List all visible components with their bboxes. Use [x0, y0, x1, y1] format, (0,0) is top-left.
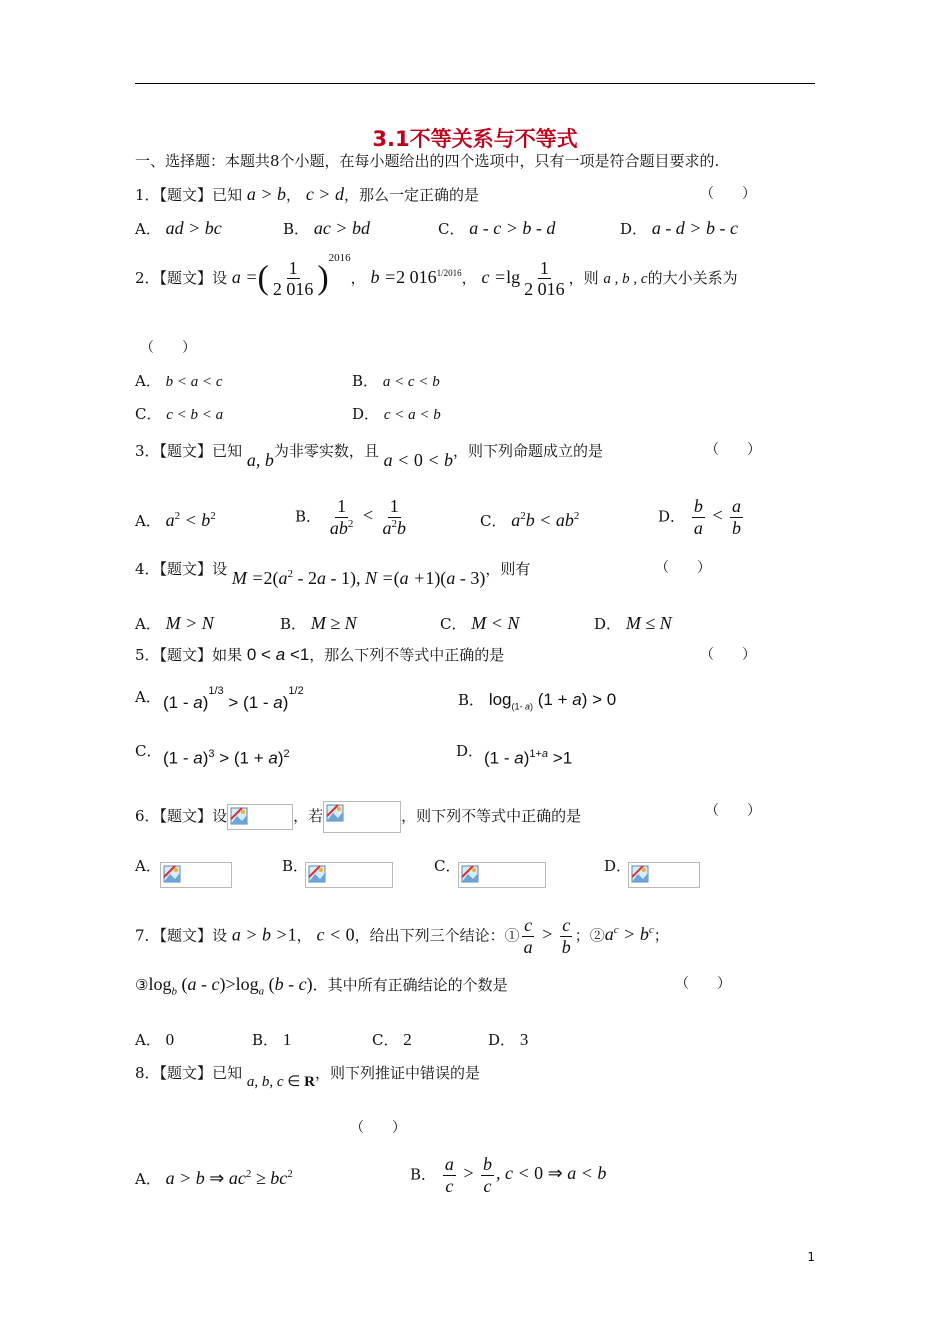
- q8-cond: a, b, c ∈ R: [246, 1074, 315, 1090]
- q4-b-expr: M ≥ N: [310, 613, 357, 633]
- q3-c-expr: $a^2b < ab^2$: [511, 510, 580, 530]
- q2-option-d: [352, 405, 441, 424]
- q7-conclusion-2: $a^c > b^c$: [604, 924, 654, 945]
- q3-paren: （ ）: [705, 442, 761, 458]
- q6-option-d: [604, 857, 631, 875]
- broken-image-icon: [326, 804, 344, 822]
- q7-mid: ，: [296, 926, 312, 945]
- q7-conclusion-1: $\frac{c}{a}$ > $\frac{c}{b}$: [523, 915, 571, 957]
- q4-option-a: [135, 613, 214, 635]
- q5-option-d: [456, 742, 483, 760]
- q8-option-a: [135, 1168, 293, 1190]
- q7-a-label: A．: [135, 1031, 161, 1049]
- q2-c-def: c =lg $\frac{1}{2 016}$: [481, 257, 565, 300]
- q4-post: ，则有: [485, 560, 531, 578]
- q6-a-label: A．: [135, 857, 161, 875]
- question-7: [135, 915, 669, 957]
- q7-cond-2: c < 0: [316, 924, 355, 945]
- q1-a-expr: ad > bc: [165, 218, 222, 238]
- broken-image-icon: [230, 807, 248, 825]
- q7-cond-1: a > b >1: [231, 924, 297, 945]
- q7-mid2: ，给出下列三个结论：①: [354, 926, 520, 945]
- question-4: [135, 558, 531, 588]
- q4-d-label: D．: [594, 615, 622, 633]
- q7-line-2: [135, 974, 508, 999]
- q2-option-c: [135, 405, 223, 424]
- q2-option-b: [352, 372, 440, 391]
- q6-pre: 设: [212, 807, 228, 825]
- q1-b-expr: ac > bd: [313, 218, 370, 238]
- q1-option-c: [438, 218, 555, 240]
- broken-image-icon: [308, 865, 326, 883]
- q2-post: 的大小关系为: [647, 269, 738, 287]
- q4-pre: 设: [212, 560, 228, 578]
- q1-cond-1: a > b: [246, 184, 287, 204]
- q2-d-expr: c < a < b: [383, 407, 441, 423]
- q1-d-label: D．: [620, 220, 648, 238]
- q8-tag: 【题文】: [159, 1064, 213, 1082]
- q2-c3: ，则: [568, 269, 599, 287]
- q4-option-b: [280, 613, 357, 635]
- q7-circ3: ③: [135, 976, 149, 994]
- q7-semi: ；②: [574, 926, 605, 945]
- q1-d-expr: a - d > b - c: [651, 218, 738, 238]
- q4-a-label: A．: [135, 615, 161, 633]
- q1-cond-2: c > d: [305, 184, 344, 204]
- q1-pre: 已知: [212, 186, 243, 204]
- q1-post: ，那么一定正确的是: [343, 186, 479, 204]
- broken-image-placeholder: [227, 804, 293, 830]
- q6-tag: 【题文】: [159, 807, 213, 825]
- broken-image-icon: [461, 865, 479, 883]
- broken-image-placeholder: [305, 862, 393, 888]
- q5-a-expr: (1 - a)$^{1/3}$ > (1 - a)$^{1/2}$: [163, 685, 304, 712]
- q3-a-label: A．: [135, 512, 161, 530]
- q8-b-label: B．: [410, 1165, 437, 1184]
- q7-option-d: [488, 1030, 528, 1050]
- q7-d-value: 3: [519, 1030, 529, 1049]
- broken-image-placeholder: [160, 862, 232, 888]
- q6-d-label: D．: [604, 857, 632, 875]
- header-rule: [135, 83, 815, 84]
- q2-vars: a , b , c: [603, 271, 648, 287]
- q2-d-label: D．: [352, 405, 380, 423]
- q2-b-expr: a < c < b: [382, 374, 440, 390]
- q5-a-label: A．: [135, 688, 161, 706]
- q5-option-c: [135, 742, 161, 760]
- q1-tag: 【题文】: [159, 186, 213, 204]
- q3-cond: a < 0 < b: [383, 450, 453, 470]
- q5-number: 5．: [135, 646, 160, 664]
- q6-d-image: [628, 862, 700, 888]
- question-2: [135, 252, 738, 300]
- q6-a-image: [160, 862, 232, 888]
- q3-d-expr: $\frac{b}{a}$ < $\frac{a}{b}$: [693, 496, 741, 538]
- q3-option-a: [135, 510, 216, 532]
- q1-b-label: B．: [283, 220, 310, 238]
- q4-c-label: C．: [440, 615, 467, 633]
- q5-paren: （ ）: [700, 647, 756, 663]
- q7-semi2: ；: [653, 926, 669, 945]
- broken-image-icon: [631, 865, 649, 883]
- q4-option-d: [594, 613, 672, 635]
- q5-option-a: [135, 688, 161, 706]
- q1-option-b: [283, 218, 370, 240]
- q6-b-image: [305, 862, 393, 888]
- q5-c-label: C．: [135, 742, 162, 760]
- q5-b-label: B．: [458, 691, 485, 709]
- q7-a-value: 0: [165, 1030, 175, 1049]
- q4-number: 4．: [135, 560, 160, 578]
- q7-paren: （ ）: [675, 976, 731, 992]
- question-6: [135, 801, 581, 833]
- q7-tag: 【题文】: [159, 926, 213, 945]
- q1-a-label: A．: [135, 220, 161, 238]
- q4-b-label: B．: [280, 615, 307, 633]
- q5-pre: 如果: [212, 646, 243, 664]
- q2-paren: （ ）: [140, 340, 196, 356]
- q8-option-b: [410, 1154, 606, 1196]
- q3-d-label: D．: [658, 507, 686, 526]
- question-3: [135, 440, 603, 470]
- broken-image-placeholder: [628, 862, 700, 888]
- q3-vars: a, b: [246, 450, 274, 470]
- q5-d-label: D．: [456, 742, 484, 760]
- q1-option-a: [135, 218, 222, 240]
- q8-a-label: A．: [135, 1170, 161, 1188]
- q5-d-expr: (1 - a)$^{1+a}$ >1: [484, 748, 573, 768]
- q6-mid: ，若: [293, 807, 324, 825]
- section-heading: 一、选择题：本题共8个小题，在每小题给出的四个选项中，只有一项是符合题目要求的.: [135, 152, 720, 170]
- q2-a-def: a =( $\frac{1}{2 016}$ )$^{2016}$: [231, 252, 351, 300]
- q6-c-label: C．: [434, 857, 461, 875]
- q2-a-expr: b < a < c: [165, 374, 223, 390]
- q7-option-c: [372, 1030, 412, 1050]
- q3-option-d: [658, 496, 745, 538]
- q7-b-value: 1: [282, 1030, 292, 1049]
- q2-c-label: C．: [135, 405, 162, 423]
- q7-number: 7．: [135, 926, 160, 945]
- broken-image-icon: [163, 865, 181, 883]
- q5-post: ，那么下列不等式中正确的是: [309, 646, 505, 664]
- q2-c1: ，: [350, 269, 366, 287]
- q5-cond: 0 < a <1: [246, 645, 310, 664]
- q4-paren: （ ）: [655, 560, 711, 576]
- question-8: [135, 1064, 480, 1090]
- q3-c-label: C．: [480, 512, 507, 530]
- q5-tag: 【题文】: [159, 646, 213, 664]
- q2-pre: 设: [212, 269, 228, 287]
- q2-number: 2．: [135, 269, 160, 287]
- q5-b-expr: $\log_{(1- a)} (1 + a) > 0$: [488, 690, 617, 712]
- q7-option-a: [135, 1030, 174, 1050]
- q6-option-a: [135, 857, 161, 875]
- q1-mid: ，: [286, 186, 302, 204]
- broken-image-placeholder: [323, 801, 401, 833]
- q1-paren: （ ）: [700, 186, 756, 202]
- q1-c-label: C．: [438, 220, 465, 238]
- q1-c-expr: a - c > b - d: [469, 218, 556, 238]
- q3-option-c: [480, 510, 579, 532]
- broken-image-placeholder: [458, 862, 546, 888]
- q7-c-label: C．: [372, 1031, 399, 1049]
- q4-a-expr: M > N: [165, 613, 214, 633]
- q7-option-b: [252, 1030, 291, 1050]
- q3-pre: 已知: [212, 442, 243, 460]
- q6-post: ，则下列不等式中正确的是: [401, 807, 582, 825]
- q2-a-label: A．: [135, 372, 161, 390]
- q2-c-expr: c < b < a: [166, 407, 224, 423]
- q7-post: ．其中所有正确结论的个数是: [312, 976, 508, 994]
- page-number: 1: [807, 1250, 815, 1264]
- q1-number: 1．: [135, 186, 160, 204]
- q8-a-expr: a > b ⇒ $ac^2 \ge bc^2$: [165, 1168, 293, 1188]
- q6-c-image: [458, 862, 546, 888]
- q6-b-label: B．: [282, 857, 309, 875]
- q4-def: $M =2(a^2 - 2a - 1)$, N =(a +1)(a - 3): [231, 568, 486, 588]
- q1-option-d: [620, 218, 738, 240]
- q2-c2: ，: [461, 269, 477, 287]
- q2-b-def: b =2 $016^{1/2016}$: [370, 267, 462, 287]
- q3-post: ，则下列命题成立的是: [452, 442, 603, 460]
- q6-number: 6．: [135, 807, 160, 825]
- q8-b-expr: $\frac{a}{c}$ > $\frac{b}{c}$ , c < 0 ⇒ a < b: [444, 1154, 607, 1196]
- q3-mid: 为非零实数，且: [273, 442, 379, 460]
- q2-b-label: B．: [352, 372, 379, 390]
- q3-tag: 【题文】: [159, 442, 213, 460]
- q3-b-expr: $\frac{1}{ab^2}$ < $\frac{1}{a^2b}$: [329, 496, 406, 538]
- q7-c-value: 2: [403, 1030, 412, 1049]
- page-title: 3.1不等关系与不等式: [372, 127, 578, 151]
- q4-d-expr: M ≤ N: [625, 613, 672, 633]
- q8-paren: （ ）: [350, 1120, 406, 1136]
- q3-option-b: [295, 496, 410, 538]
- q6-option-c: [434, 857, 460, 875]
- q2-tag: 【题文】: [159, 269, 213, 287]
- q3-a-expr: $a^2 < b^2$: [165, 510, 216, 530]
- q7-d-label: D．: [488, 1031, 516, 1049]
- q8-number: 8．: [135, 1064, 160, 1082]
- q7-pre: 设: [212, 926, 228, 945]
- q2-option-a: [135, 372, 223, 391]
- q5-option-b: [458, 690, 616, 712]
- question-1: [135, 184, 479, 206]
- q7-conclusion-3: $\log_b (a - c)>\log_a$ (b - c): [148, 974, 313, 998]
- question-5: [135, 645, 504, 665]
- q7-b-label: B．: [252, 1031, 279, 1049]
- q8-pre: 已知: [212, 1064, 243, 1082]
- q5-c-expr: $(1 - a)^3 > (1 + a)^2$: [163, 748, 290, 768]
- q4-option-c: [440, 613, 519, 635]
- q4-tag: 【题文】: [159, 560, 213, 578]
- q8-post: ，则下列推证中错误的是: [314, 1064, 480, 1082]
- q6-paren: （ ）: [705, 803, 761, 819]
- q3-number: 3．: [135, 442, 160, 460]
- q3-b-label: B．: [295, 507, 322, 526]
- q4-c-expr: M < N: [471, 613, 520, 633]
